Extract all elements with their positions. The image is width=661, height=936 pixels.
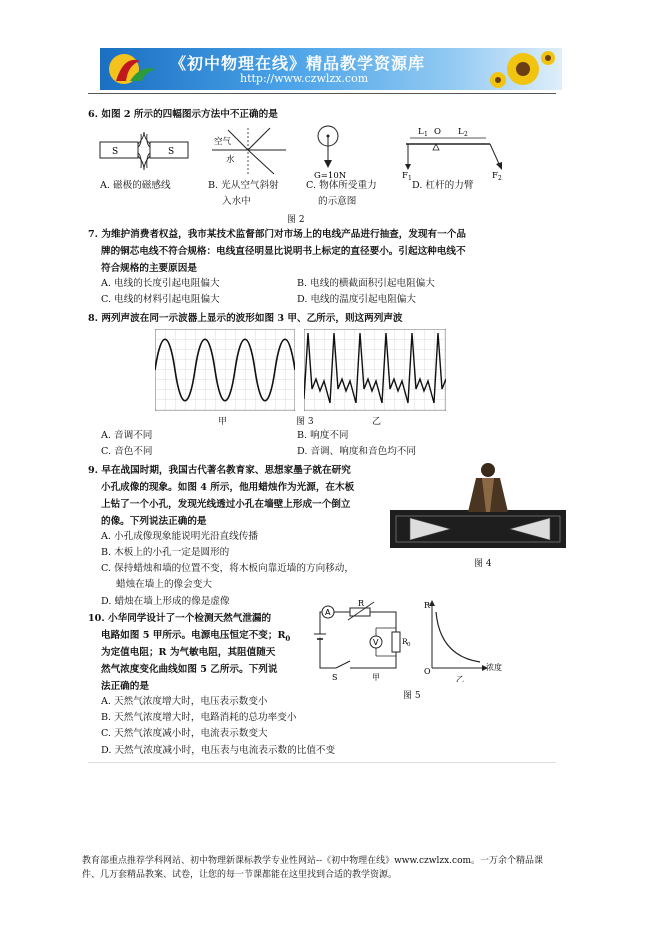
footer-line1: 教育部重点推荐学科网站、初中物理新课标教学专业性网站--《初中物理在线》www.czwlzx.com。一万余个精品课 [82,856,544,866]
q10-option-c: C. 天然气浓度减小时，电流表示数变大 [101,728,268,739]
q9-option-c-line2: 蜡烛在墙上的像会变大 [116,579,212,590]
l2-sub: 2 [464,131,468,138]
f1-sub: 1 [408,175,412,180]
q8-option-b: B. 响度不同 [297,430,349,441]
q10-line1: 10. 小华同学设计了一个检测天然气泄漏的 [88,613,272,624]
q10-option-b: B. 天然气浓度增大时，电路消耗的总功率变小 [101,712,297,723]
q10-line4: 然气浓度变化曲线如图 5 乙所示。下列说 [101,664,278,675]
q7-option-d: D. 电线的温度引起电阻偏大 [297,294,416,305]
footer-line2: 件、几万套精品教案、试卷，让您的每一节课都能在这里找到合适的教学资源。 [82,870,398,880]
q6-option-c-line2: 的示意图 [318,196,357,207]
q6-option-b-line1: B. 光从空气斜射 [208,180,279,191]
resistor-r-label: R [358,599,365,608]
footer [82,854,582,882]
q10-option-d: D. 天然气浓度减小时，电压表与电流表示数的比值不变 [101,745,336,756]
fig5-caption: 图 5 [403,691,421,701]
q6-option-a: A. 磁极的磁感线 [100,180,171,191]
magnet-field-figure [98,130,190,174]
f1-label: F [402,171,408,180]
resistance-concentration-graph [418,598,514,682]
fig3-label-jia: 甲 [218,417,228,427]
water-label: 水 [226,155,235,165]
voltmeter-label: V [373,638,379,647]
fig5-label-jia: 甲 [372,673,380,682]
logo-icon [106,51,162,87]
r0-label: R [402,637,408,646]
r0-resistor [392,632,400,652]
axis-x-label: 浓度 [486,663,502,672]
q7-line1: 7. 为维护消费者权益，我市某技术监督部门对市场上的电线产品进行抽查，发现有一个品 [88,229,466,240]
q6-stem: 6. 如图 2 所示的四幅图示方法中不正确的是 [88,109,278,120]
fig2-caption: 图 2 [287,215,305,225]
r0-sub: 0 [407,642,411,648]
content-divider [88,762,556,763]
l1-sub: 1 [424,131,428,138]
lever-figure [396,124,506,180]
pivot-label: O [434,127,441,137]
axis-origin-label: O [424,667,431,676]
l1-label: L [418,127,424,137]
header-url[interactable]: http://www.czwlzx.com [240,72,369,85]
q6-option-d: D. 杠杆的力臂 [412,180,474,191]
l2-label: L [458,127,464,137]
gravity-figure [306,124,356,182]
q7-line3: 符合规格的主要原因是 [101,263,197,274]
q10-option-a: A. 天然气浓度增大时，电压表示数变小 [101,696,268,707]
q7-option-c: C. 电线的材料引起电阻偏大 [101,294,220,305]
q6-option-c-line1: C. 物体所受重力 [306,180,377,191]
axis-r-label: R [424,601,431,610]
ammeter-label: A [325,608,331,617]
q10-line2-text: 电路如图 5 甲所示。电源电压恒定不变；R [101,630,286,641]
q9-option-c-line1: C. 保持蜡烛和墙的位置不变，将木板向靠近墙的方向移动， [101,563,354,574]
waveform-jia [155,329,295,411]
q9-line2: 小孔成像的现象。如图 4 所示，他用蜡烛作为光源，在木板 [101,482,355,493]
header-banner [100,48,562,90]
header-title: 《初中物理在线》精品教学资源库 [170,54,426,73]
q7-option-b: B. 电线的横截面积引起电阻偏大 [297,278,435,289]
q10-line2-sub: 0 [285,633,291,643]
q7-option-a: A. 电线的长度引起电阻偏大 [101,278,220,289]
q9-option-a: A. 小孔成像现象能说明光沿直线传播 [101,531,258,542]
q8-option-d: D. 音调、响度和音色均不同 [297,446,416,457]
air-label: 空气 [214,137,232,147]
fig3-label-yi: 乙 [372,417,382,427]
q9-line4: 的像。下列说法正确的是 [101,516,207,527]
sunflower-icon [488,50,558,88]
q10-line5: 法正确的是 [101,681,149,692]
q7-line2: 牌的铜芯电线不符合规格：电线直径明显比说明书上标定的直径要小。引起这种电线不 [101,246,466,257]
fig5-label-yi: 乙 [456,675,464,682]
q9-line3: 上钻了一个小孔，发现光线透过小孔在墙壁上形成一个倒立 [101,499,351,510]
waveform-yi [304,329,446,411]
refraction-figure [212,126,286,176]
q10-line3: 为定值电阻；R 为气敏电阻，其阻值随天 [101,647,276,658]
q10-line2 [101,627,290,643]
switch-label: S [332,673,338,682]
fig4-caption: 图 4 [474,559,492,569]
fig3-caption: 图 3 [296,417,314,427]
f2-label: F [492,171,498,180]
q9-line1: 9. 早在战国时期，我国古代著名教育家、思想家墨子就在研究 [88,465,351,476]
magnet-s-right: S [168,147,175,157]
magnet-s-left: S [112,147,119,157]
q9-option-d: D. 蜡烛在墙上形成的像是虚像 [101,596,230,607]
q9-option-b: B. 木板上的小孔一定是圆形的 [101,547,230,558]
q8-stem: 8. 两列声波在同一示波器上显示的波形如图 3 甲、乙所示，则这两列声波 [88,313,403,324]
circuit-diagram [306,598,412,682]
pinhole-camera-figure [390,460,566,552]
q8-option-c: C. 音色不同 [101,446,153,457]
header-rule [88,93,556,94]
mozi-figure-icon [468,463,508,512]
q6-option-b-line2: 入水中 [222,196,251,207]
gravity-label: G=10N [314,171,347,181]
q8-option-a: A. 音调不同 [101,430,153,441]
f2-sub: 2 [498,175,502,180]
